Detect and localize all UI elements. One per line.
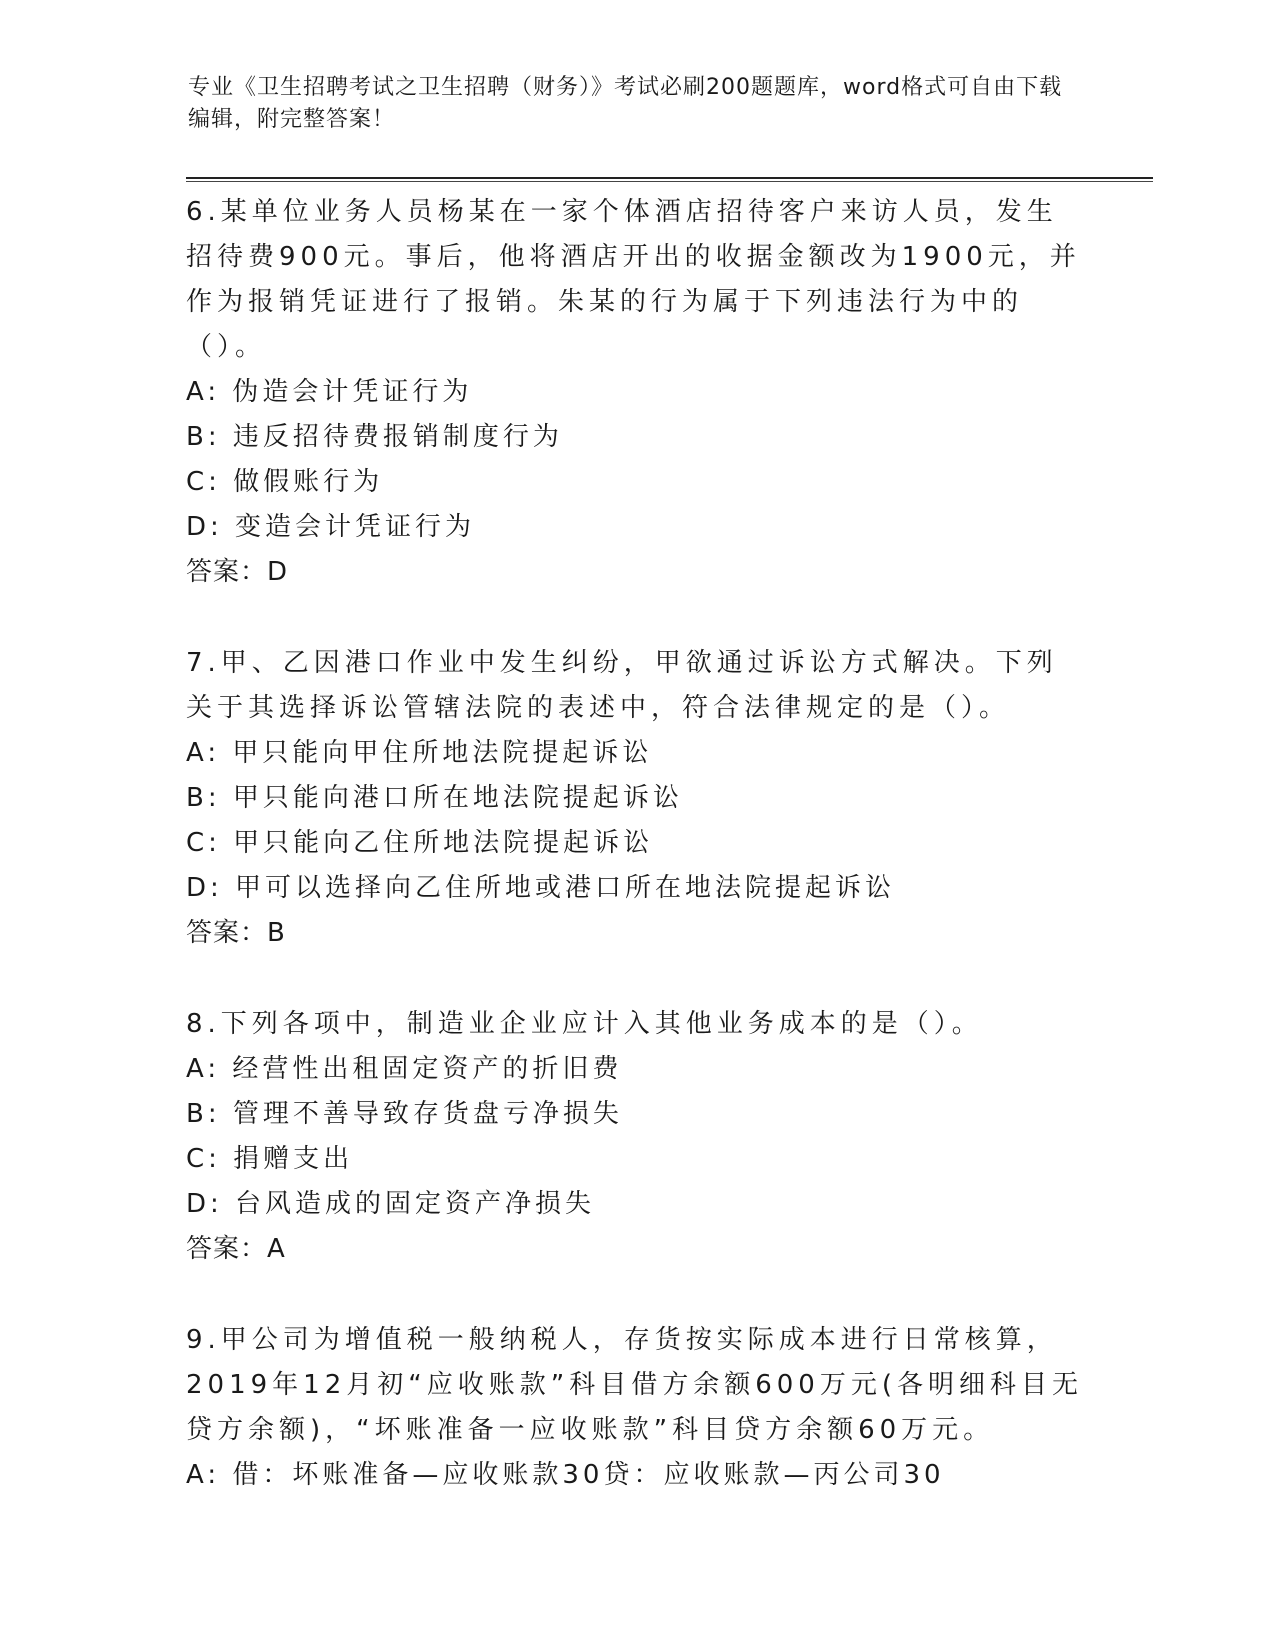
option-c: C: 捐赠支出 <box>186 1144 354 1174</box>
option-d: D: 变造会计凭证行为 <box>186 512 476 542</box>
question-7 <box>186 641 1086 956</box>
question-8 <box>186 1002 1086 1272</box>
question-text: 6.某单位业务人员杨某在一家个体酒店招待客户来访人员，发生招待费900元。事后，他将酒店开出的收据金额改为1900元，并作为报销凭证进行了报销。朱某的行为属于下列违法行为中的（）。 <box>186 197 1081 362</box>
option-b: B: 违反招待费报销制度行为 <box>186 422 563 452</box>
option-b: B: 甲只能向港口所在地法院提起诉讼 <box>186 783 683 813</box>
option-b: B: 管理不善导致存货盘亏净损失 <box>186 1099 623 1129</box>
header-divider <box>186 177 1153 179</box>
header-text: 专业《卫生招聘考试之卫生招聘（财务）》考试必刷200题题库，word格式可自由下载编辑，附完整答案！ <box>188 75 1063 132</box>
option-c: C: 甲只能向乙住所地法院提起诉讼 <box>186 828 654 858</box>
option-a: A: 甲只能向甲住所地法院提起诉讼 <box>186 738 653 768</box>
answer: 答案：D <box>186 557 289 587</box>
option-a: A: 伪造会计凭证行为 <box>186 377 473 407</box>
answer: 答案：A <box>186 1234 286 1264</box>
option-a: A: 借：坏账准备—应收账款30贷：应收账款—丙公司30 <box>186 1460 945 1490</box>
question-text: 7.甲、乙因港口作业中发生纠纷，甲欲通过诉讼方式解决。下列关于其选择诉讼管辖法院的表述中，符合法律规定的是（）。 <box>186 648 1058 723</box>
answer: 答案：B <box>186 918 286 948</box>
question-text: 8.下列各项中，制造业企业应计入其他业务成本的是（）。 <box>186 1009 983 1039</box>
question-list <box>186 190 1086 1544</box>
question-text: 9.甲公司为增值税一般纳税人，存货按实际成本进行日常核算，2019年12月初“应收账款”科目借方余额600万元(各明细科目无贷方余额)，“坏账准备一应收账款”科目贷方余额60万元。 <box>186 1325 1083 1445</box>
question-9 <box>186 1318 1086 1498</box>
option-d: D: 甲可以选择向乙住所地或港口所在地法院提起诉讼 <box>186 873 896 903</box>
header-divider-secondary <box>186 181 1153 182</box>
option-c: C: 做假账行为 <box>186 467 384 497</box>
question-6 <box>186 190 1086 595</box>
option-d: D: 台风造成的固定资产净损失 <box>186 1189 596 1219</box>
document-header <box>188 72 1068 136</box>
option-a: A: 经营性出租固定资产的折旧费 <box>186 1054 623 1084</box>
